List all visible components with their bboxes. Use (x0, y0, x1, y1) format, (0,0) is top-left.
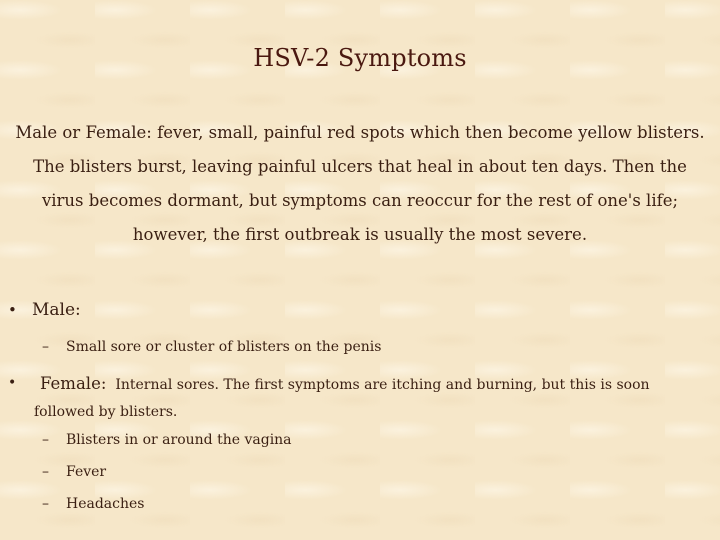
sub-item-text: Headaches (66, 496, 145, 512)
intro-paragraph: Male or Female: fever, small, painful red spots which then become yellow blisters. The blisters burst, leaving painful ulcers that heal in about ten days. Then the virus becomes dormant, but symptoms can reoccur for the rest of one's life; however, the first outbreak is usually the most severe. (15, 123, 705, 244)
sub-item-female-3 (42, 496, 144, 512)
bullet-male (8, 300, 81, 320)
female-text: Internal sores. The first symptoms are itching and burning, but this is soon followed by blisters. (34, 377, 650, 420)
female-label: Female: (40, 374, 107, 393)
sub-item-female-2 (42, 464, 106, 480)
female-body (34, 370, 708, 426)
dash-icon: – (42, 464, 49, 480)
bullet-dot-icon: • (8, 301, 17, 319)
sub-item-text: Blisters in or around the vagina (66, 432, 292, 448)
male-label: Male: (32, 300, 81, 320)
bullet-dot-icon: • (8, 375, 17, 391)
sub-item-text: Small sore or cluster of blisters on the penis (66, 339, 382, 355)
slide-title: HSV-2 Symptoms (253, 44, 467, 72)
sub-item-male-1 (42, 339, 381, 355)
dash-icon: – (42, 432, 49, 448)
dash-icon: – (42, 339, 49, 355)
bullet-female (8, 370, 708, 426)
dash-icon: – (42, 496, 49, 512)
sub-item-female-1 (42, 432, 292, 448)
sub-item-text: Fever (66, 464, 107, 480)
